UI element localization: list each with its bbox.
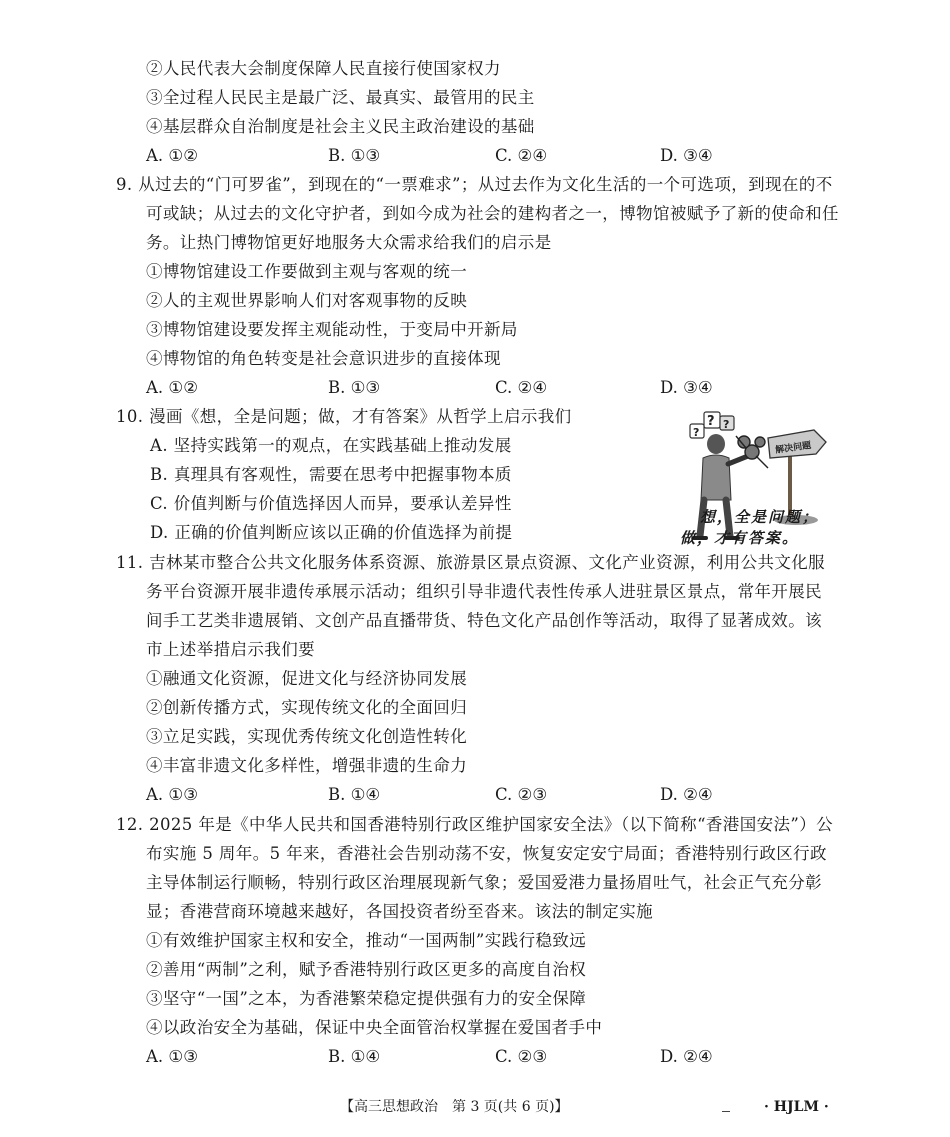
q8-option-a: A. ①② xyxy=(146,146,198,165)
q12-option-a: A. ①③ xyxy=(146,1047,198,1066)
q12-item-4: ④以政治安全为基础，保证中央全面管治权掌握在爱国者手中 xyxy=(146,1018,603,1037)
q10-choice-a: A. 坚持实践第一的观点，在实践基础上推动发展 xyxy=(150,436,512,455)
q12-stem-line-4: 显；香港营商环境越来越好，各国投资者纷至沓来。该法的制定实施 xyxy=(146,902,653,921)
svg-text:?: ? xyxy=(693,426,700,439)
q9-options xyxy=(146,377,846,399)
q8-options xyxy=(146,145,846,167)
q8-option-c: C. ②④ xyxy=(495,146,548,165)
q11-item-1: ①融通文化资源，促进文化与经济协同发展 xyxy=(146,669,468,688)
q11-option-b: B. ①④ xyxy=(328,785,381,804)
q11-item-3: ③立足实践，实现优秀传统文化创造性转化 xyxy=(146,727,468,746)
q9-stem-line-2: 可或缺；从过去的文化守护者，到如今成为社会的建构者之一，博物馆被赋予了新的使命和任 xyxy=(146,204,839,223)
q8-option-b: B. ①③ xyxy=(328,146,381,165)
q12-option-c: C. ②③ xyxy=(495,1047,548,1066)
svg-text:?: ? xyxy=(707,414,715,429)
q9-item-2: ②人的主观世界影响人们对客观事物的反映 xyxy=(146,291,468,310)
q10-caption-line-1: 想，全是问题； xyxy=(700,508,820,526)
q9-option-d: D. ③④ xyxy=(660,378,713,397)
q9-stem-line-3: 务。让热门博物馆更好地服务大众需求给我们的启示是 xyxy=(146,233,552,252)
q11-stem-line-3: 间手工艺类非遗展销、文创产品直播带货、特色文化产品创作等活动，取得了显著成效。该 xyxy=(146,611,822,630)
q12-option-b: B. ①④ xyxy=(328,1047,381,1066)
q8-item-2: ②人民代表大会制度保障人民直接行使国家权力 xyxy=(146,59,501,78)
q10-choice-c: C. 价值判断与价值选择因人而异，要承认差异性 xyxy=(150,494,512,513)
q10-choice-b: B. 真理具有客观性，需要在思考中把握事物本质 xyxy=(150,465,512,484)
q9-item-1: ①博物馆建设工作要做到主观与客观的统一 xyxy=(146,262,468,281)
q11-options xyxy=(146,784,846,806)
q11-stem-line-1: 11. 吉林某市整合公共文化服务体系资源、旅游景区景点资源、文化产业资源，利用公共文化服 xyxy=(116,553,826,572)
keys-icon xyxy=(736,436,768,468)
q11-option-a: A. ①③ xyxy=(146,785,198,804)
q10-caption-line-2: 做，才有答案。 xyxy=(680,529,800,547)
q12-item-2: ②善用“两制”之利，赋予香港特别行政区更多的高度自治权 xyxy=(146,960,587,979)
page-footer-label: 【高三思想政治 第 3 页(共 6 页)】 xyxy=(340,1099,569,1115)
q11-stem-line-4: 市上述举措启示我们要 xyxy=(146,640,315,659)
q12-item-3: ③坚守“一国”之本，为香港繁荣稳定提供强有力的安全保障 xyxy=(146,989,587,1008)
q9-stem-line-1: 9. 从过去的“门可罗雀”，到现在的“一票难求”；从过去作为文化生活的一个可选项，到现在的不 xyxy=(116,175,833,194)
q8-item-3: ③全过程人民民主是最广泛、最真实、最管用的民主 xyxy=(146,88,535,107)
q12-stem-line-3: 主导体制运行顺畅，特别行政区治理展现新气象；爱国爱港力量扬眉吐气，社会正气充分彰 xyxy=(146,873,822,892)
question-marks-icon xyxy=(690,412,734,439)
q11-stem-line-2: 务平台资源开展非遗传承展示活动；组织引导非遗代表性传承人进驻景区景点，常年开展民 xyxy=(146,582,822,601)
q11-item-4: ④丰富非遗文化多样性，增强非遗的生命力 xyxy=(146,756,468,775)
q10-choice-d: D. 正确的价值判断应该以正确的价值选择为前提 xyxy=(150,523,513,542)
q9-item-4: ④博物馆的角色转变是社会意识进步的直接体现 xyxy=(146,349,501,368)
q9-option-c: C. ②④ xyxy=(495,378,548,397)
q12-stem-line-1: 12. 2025 年是《中华人民共和国香港特别行政区维护国家安全法》（以下简称“香港国安法”）公 xyxy=(116,815,834,834)
q9-item-3: ③博物馆建设要发挥主观能动性，于变局中开新局 xyxy=(146,320,518,339)
footer-dash-divider xyxy=(722,1111,730,1112)
q8-option-d: D. ③④ xyxy=(660,146,713,165)
footer-code: · HJLM · xyxy=(764,1099,829,1115)
q11-option-d: D. ②④ xyxy=(660,785,713,804)
svg-text:?: ? xyxy=(723,418,730,431)
q12-options xyxy=(146,1046,846,1068)
q11-option-c: C. ②③ xyxy=(495,785,548,804)
q12-option-d: D. ②④ xyxy=(660,1047,713,1066)
q9-option-b: B. ①③ xyxy=(328,378,381,397)
q10-stem: 10. 漫画《想，全是问题；做，才有答案》从哲学上启示我们 xyxy=(116,407,572,426)
q11-item-2: ②创新传播方式，实现传统文化的全面回归 xyxy=(146,698,468,717)
q8-item-4: ④基层群众自治制度是社会主义民主政治建设的基础 xyxy=(146,117,535,136)
cartoon-sign-text: 解决问题 xyxy=(774,440,812,456)
q12-item-1: ①有效维护国家主权和安全，推动“一国两制”实践行稳致远 xyxy=(146,931,587,950)
q12-stem-line-2: 布实施 5 周年。5 年来，香港社会告别动荡不安，恢复安定安宁局面；香港特别行政区行政 xyxy=(146,844,827,863)
q9-option-a: A. ①② xyxy=(146,378,198,397)
